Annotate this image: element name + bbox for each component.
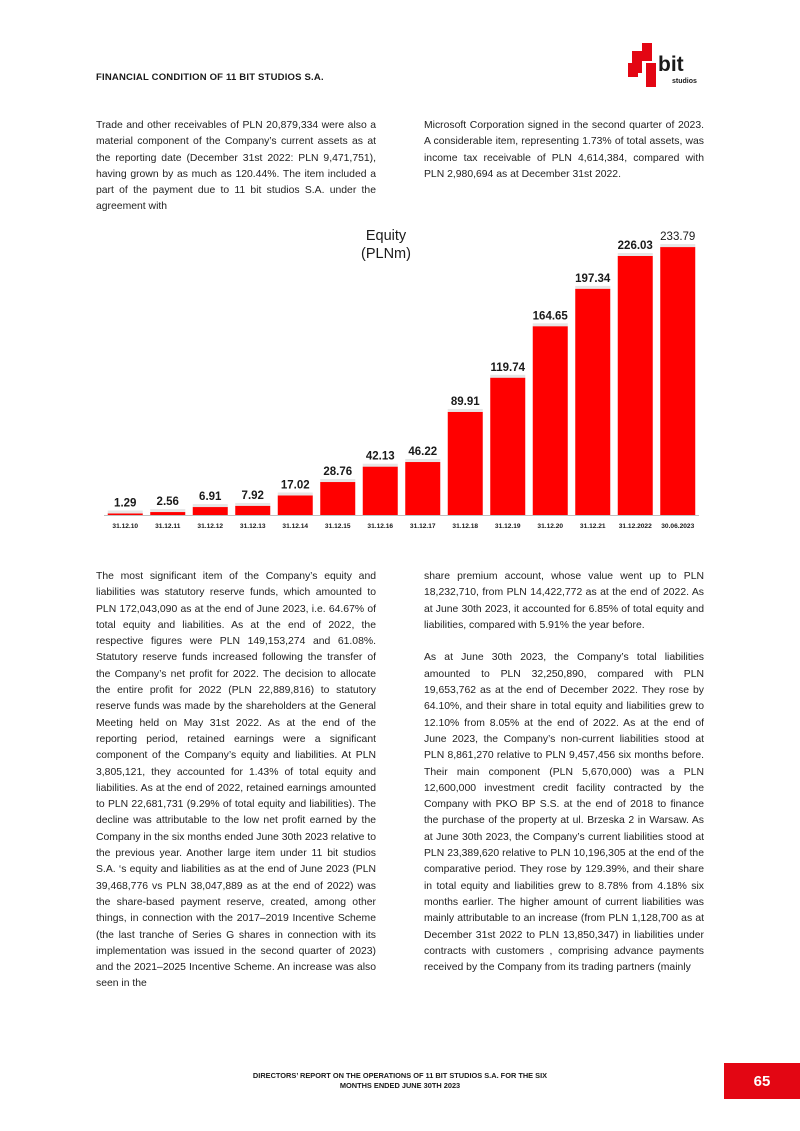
bar-value-label: 226.03 bbox=[617, 240, 653, 253]
bar-value-label: 42.13 bbox=[365, 450, 395, 463]
page-number: 65 bbox=[724, 1063, 800, 1099]
x-tick-label: 31.12.15 bbox=[324, 523, 351, 530]
bar-31.12.11 bbox=[150, 512, 185, 515]
x-tick-label: 31.12.10 bbox=[112, 523, 139, 530]
x-tick-label: 31.12.19 bbox=[494, 523, 521, 530]
bar-value-label: 6.91 bbox=[199, 491, 222, 504]
bar-value-label: 89.91 bbox=[450, 395, 480, 408]
paragraph: As at June 30th 2023, the Company’s total liabilities amounted to PLN 32,250,890, compared with PLN 19,653,762 as at the end of December 2022. They rose by 64.10%, and their share in total equity and liabilities grew to 12.10% from 8.05% at the end of 2022. As at the end of June 2023, the Company’s non-current liabilities stood at PLN 8,861,270 relative to PLN 9,457,456 six months before. Their main component (PLN 5,670,000) was a PLN 12,600,000 investment credit facility contracted by the Company with PKO BP S.S. at the end of 2018 to finance the purchase of the property at ul. Brzeska 2 in Warsaw. As at June 30th 2023, the Company’s current liabilities stood at PLN 23,389,620 relative to PLN 10,196,305 at the end of the comparative period. They rose by 129.39%, and their share in total equity and liabilities grew to 8.78% from 4.18% six months earlier. The higher amount of current liabilities was mainly attributable to an increase (from PLN 1,128,700 as at December 31st 2022 to PLN 13,850,347) in liabilities under contracts with customers , comprising advance payments received by the Company from its trading partners (mainly bbox=[424, 652, 704, 974]
x-tick-label: 31.12.12 bbox=[197, 523, 224, 530]
x-tick-label: 31.12.14 bbox=[282, 523, 309, 530]
11-bit-studios-logo bbox=[628, 43, 708, 87]
x-tick-label: 31.12.2022 bbox=[618, 523, 652, 530]
bar-31.12.2022 bbox=[618, 256, 653, 515]
paragraph: The most significant item of the Company’s equity and liabilities was statutory reserve funds, which amounted to PLN 172,043,090 as at the end of June 2023, i.e. 64.67% of total equity and liabilities. As at the end of 2022, the respective figures were PLN 149,153,274 and 61.08%. Statutory reserve funds increased following the transfer of the Company’s net profit for 2022. The decision to allocate the entire profit for 2022 (PLN 22,889,816) to statutory reserve funds was made by the shareholders at the General Meeting held on May 31st 2022. As at the end of the reporting period, retained earnings were a significant component of the Company’s equity and liabilities. At PLN 3,805,121, they accounted for 1.43% of total equity and liabilities. As at the end of 2022, retained earnings amounted to PLN 22,681,731 (9.29% of total equity and liabilities). The decline was attributable to the low net profit earned by the Company in the six months ended June 30th 2023 relative to the previous year. Another large item under 11 bit studios S.A. ‘s equity and liabilities as at the end of June 2023 (PLN 39,468,776 vs PLN 38,047,889 as at the end of 2022) was the share-based payment reserve, created, among other things, in connection with the 2017–2019 Incentive Scheme (the last tranche of Series G shares in connection with its implementation was issued in the second quarter of 2023) and the 2021–2025 Incentive Scheme. An increase was also seen in the bbox=[96, 571, 376, 990]
footer-line-2: MONTHS ENDED JUNE 30TH 2023 bbox=[339, 1081, 461, 1090]
bar-value-label: 119.74 bbox=[490, 361, 526, 374]
bar-31.12.21 bbox=[575, 289, 610, 515]
bar-value-label: 17.02 bbox=[280, 479, 310, 492]
bar-value-label: 197.34 bbox=[575, 272, 611, 285]
x-tick-label: 31.12.18 bbox=[452, 523, 479, 530]
paragraph: Microsoft Corporation signed in the second quarter of 2023. A considerable item, representing 1.73% of total assets, was income tax receivable of PLN 4,614,384, compared with PLN 2,980,694 as at December 31st 2022. bbox=[424, 120, 704, 180]
logo-text-main: bit bbox=[658, 53, 684, 76]
x-tick-label: 31.12.16 bbox=[367, 523, 394, 530]
bar-value-label: 28.76 bbox=[323, 466, 353, 479]
bar-31.12.12 bbox=[193, 507, 228, 515]
bar-value-label: 164.65 bbox=[532, 310, 568, 323]
bar-31.12.14 bbox=[278, 495, 313, 515]
bar-30.06.2023 bbox=[660, 247, 695, 515]
footer-line-1: DIRECTORS’ REPORT ON THE OPERATIONS OF 11 BIT STUDIOS S.A. FOR THE SIX bbox=[252, 1071, 548, 1080]
x-tick-label: 31.12.20 bbox=[537, 523, 564, 530]
logo-text-sub: studios bbox=[672, 78, 697, 85]
bar-31.12.10 bbox=[108, 514, 143, 516]
bar-31.12.15 bbox=[320, 482, 355, 515]
x-tick-label: 30.06.2023 bbox=[661, 523, 695, 530]
bottom-right-column bbox=[424, 569, 704, 976]
page-header-title: FINANCIAL CONDITION OF 11 BIT STUDIOS S.A. bbox=[96, 72, 324, 83]
bar-31.12.20 bbox=[533, 326, 568, 515]
equity-bar-chart bbox=[96, 215, 706, 535]
bar-31.12.18 bbox=[448, 412, 483, 515]
chart-title-line1: Equity bbox=[365, 228, 407, 244]
chart-title-line2: (PLNm) bbox=[361, 246, 411, 262]
x-tick-label: 31.12.13 bbox=[239, 523, 266, 530]
x-tick-label: 31.12.21 bbox=[579, 523, 606, 530]
bar-value-label: 46.22 bbox=[408, 446, 438, 459]
bar-value-label: 2.56 bbox=[156, 496, 179, 509]
paragraph: share premium account, whose value went up to PLN 18,232,710, from PLN 14,422,772 as at the end of 2022. As at June 30th 2023, it accounted for 6.85% of total equity and liabilities, compared with 5.91% the year before. bbox=[424, 571, 704, 631]
bar-31.12.13 bbox=[235, 506, 270, 515]
bar-value-label: 7.92 bbox=[241, 489, 264, 502]
top-left-column bbox=[96, 118, 376, 216]
bar-31.12.16 bbox=[363, 467, 398, 515]
paragraph: Trade and other receivables of PLN 20,879,334 were also a material component of the Company’s current assets as at the reporting date (December 31st 2022: PLN 9,471,751), having grown by as much as 120.44%. The item included a part of the payment due to 11 bit studios S.A. under the agreement with bbox=[96, 120, 376, 213]
bottom-left-column bbox=[96, 569, 376, 993]
bar-31.12.19 bbox=[490, 378, 525, 515]
bar-value-label: 1.29 bbox=[114, 497, 137, 510]
top-right-column bbox=[424, 118, 704, 183]
x-tick-label: 31.12.11 bbox=[155, 523, 181, 530]
bar-31.12.17 bbox=[405, 462, 440, 515]
x-tick-label: 31.12.17 bbox=[409, 523, 436, 530]
footer-report-title bbox=[200, 1071, 600, 1091]
bar-value-label: 233.79 bbox=[660, 231, 696, 244]
